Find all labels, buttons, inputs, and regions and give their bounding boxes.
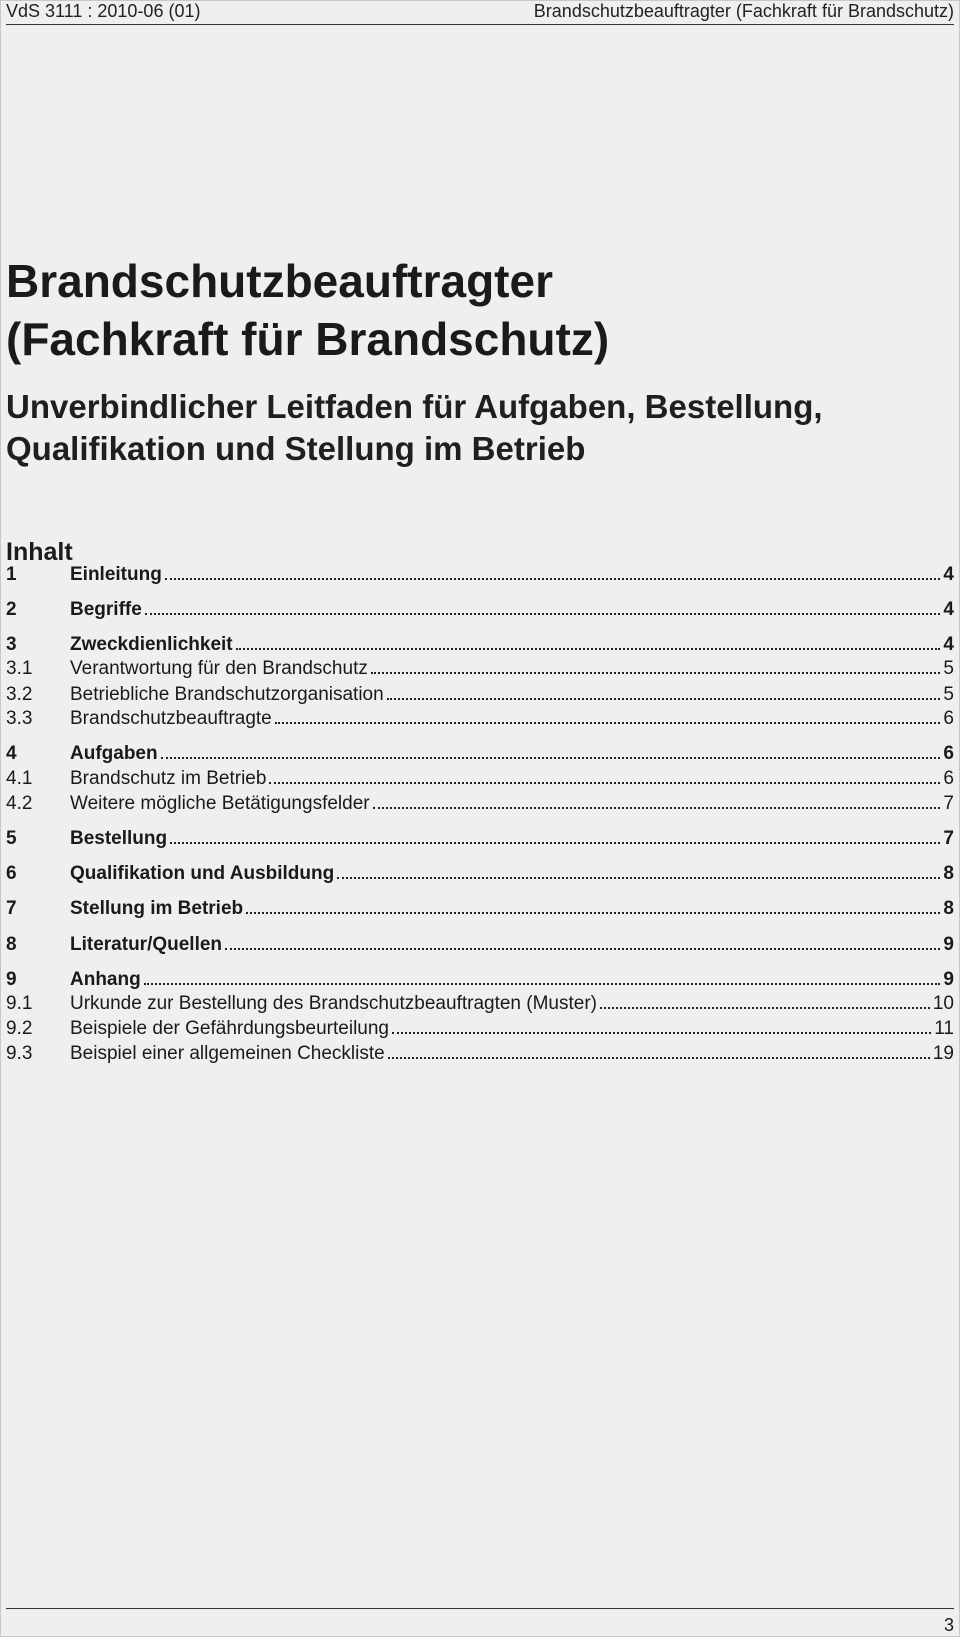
toc-dot-leader [165,563,941,580]
document-title-line-2: (Fachkraft für Brandschutz) [6,313,610,365]
toc-entry-title: Zweckdienlichkeit [70,634,233,655]
toc-entry-page: 7 [943,793,954,814]
running-header [6,0,954,25]
toc-entry-number: 9.1 [6,993,33,1014]
toc-entry[interactable] [6,742,954,766]
toc-entry[interactable] [6,862,954,886]
toc-entry-title: Urkunde zur Bestellung des Brandschutzbeauftragten (Muster) [70,993,597,1014]
toc-entry[interactable] [6,897,954,921]
header-document-title: Brandschutzbeauftragter (Fachkraft für Brandschutz) [533,1,954,21]
toc-dot-leader [388,1042,930,1059]
toc-entry[interactable] [6,1042,954,1066]
toc-entry[interactable] [6,683,954,707]
toc-entry-title: Brandschutz im Betrieb [70,768,267,789]
toc-entry-number: 7 [6,898,17,919]
toc-dot-leader [371,657,941,674]
toc-entry-title: Weitere mögliche Betätigungsfelder [70,793,370,814]
toc-dot-leader [387,683,941,700]
toc-dot-leader [373,792,941,809]
toc-entry-page: 4 [943,634,954,655]
toc-entry[interactable] [6,933,954,957]
toc-entry[interactable] [6,598,954,622]
toc-dot-leader [275,707,941,724]
toc-entry-title: Begriffe [70,599,142,620]
toc-entry-page: 9 [943,934,954,955]
toc-entry-page: 8 [943,898,954,919]
toc-entry-page: 10 [932,993,954,1014]
toc-entry-title: Brandschutzbeauftragte [70,708,272,729]
toc-entry-page: 5 [943,658,954,679]
toc-entry-page: 9 [943,969,954,990]
toc-heading: Inhalt [6,538,73,566]
running-footer [6,1608,954,1637]
toc-dot-leader [170,827,940,844]
toc-entry-number: 3.2 [6,684,33,705]
toc-entry-number: 9.3 [6,1043,33,1064]
toc-dot-leader [161,742,941,759]
toc-entry[interactable] [6,1017,954,1041]
toc-entry-title: Qualifikation und Ausbildung [70,863,335,884]
toc-entry-number: 9.2 [6,1018,33,1039]
toc-entry-page: 5 [943,684,954,705]
toc-entry[interactable] [6,992,954,1016]
toc-dot-leader [600,992,930,1009]
toc-entry-number: 9 [6,969,17,990]
toc-entry[interactable] [6,633,954,657]
toc-entry-number: 4.2 [6,793,33,814]
toc-entry-page: 4 [943,564,954,585]
toc-entry-title: Aufgaben [70,743,158,764]
toc-entry-page: 6 [943,743,954,764]
toc-dot-leader [144,968,941,985]
toc-entry-title: Beispiel einer allgemeinen Checkliste [70,1043,385,1064]
toc-entry-page: 19 [932,1043,954,1064]
toc-dot-leader [236,633,941,650]
toc-entry[interactable] [6,827,954,851]
toc-entry-number: 5 [6,828,17,849]
document-subtitle-line-2: Qualifikation und Stellung im Betrieb [6,430,586,467]
document-subtitle-line-1: Unverbindlicher Leitfaden für Aufgaben, Bestellung, [6,388,823,425]
toc-entry-title: Literatur/Quellen [70,934,223,955]
toc-entry-number: 2 [6,599,17,620]
page-number: 3 [943,1615,954,1635]
toc-entry-number: 1 [6,564,17,585]
toc-entry-page: 6 [943,768,954,789]
toc-entry-title: Anhang [70,969,141,990]
toc-entry-page: 8 [943,863,954,884]
toc-dot-leader [145,598,941,615]
document-subtitle [6,386,926,470]
toc-entry[interactable] [6,707,954,731]
toc-entry[interactable] [6,657,954,681]
document-title-line-1: Brandschutzbeauftragter [6,255,553,307]
toc-entry-title: Betriebliche Brandschutzorganisation [70,684,384,705]
toc-entry-number: 4.1 [6,768,33,789]
document-title [6,252,906,368]
toc-entry-number: 3 [6,634,17,655]
toc-entry-title: Beispiele der Gefährdungsbeurteilung [70,1018,389,1039]
toc-entry-number: 3.1 [6,658,33,679]
toc-entry[interactable] [6,767,954,791]
toc-dot-leader [269,767,940,784]
header-document-id: VdS 3111 : 2010-06 (01) [6,1,201,21]
toc-entry-title: Stellung im Betrieb [70,898,244,919]
toc-entry[interactable] [6,563,954,587]
toc-dot-leader [392,1017,931,1034]
toc-dot-leader [337,862,940,879]
toc-entry-title: Bestellung [70,828,168,849]
toc-entry-page: 7 [943,828,954,849]
toc-entry-page: 11 [934,1018,954,1039]
toc-entry-page: 6 [943,708,954,729]
toc-entry-number: 3.3 [6,708,33,729]
toc-entry-page: 4 [943,599,954,620]
toc-entry-title: Verantwortung für den Brandschutz [70,658,368,679]
toc-dot-leader [246,897,940,914]
toc-entry-title: Einleitung [70,564,162,585]
toc-entry[interactable] [6,792,954,816]
toc-entry-number: 8 [6,934,17,955]
toc-entry[interactable] [6,968,954,992]
toc-entry-number: 4 [6,743,17,764]
toc-entry-number: 6 [6,863,17,884]
toc-dot-leader [225,933,940,950]
